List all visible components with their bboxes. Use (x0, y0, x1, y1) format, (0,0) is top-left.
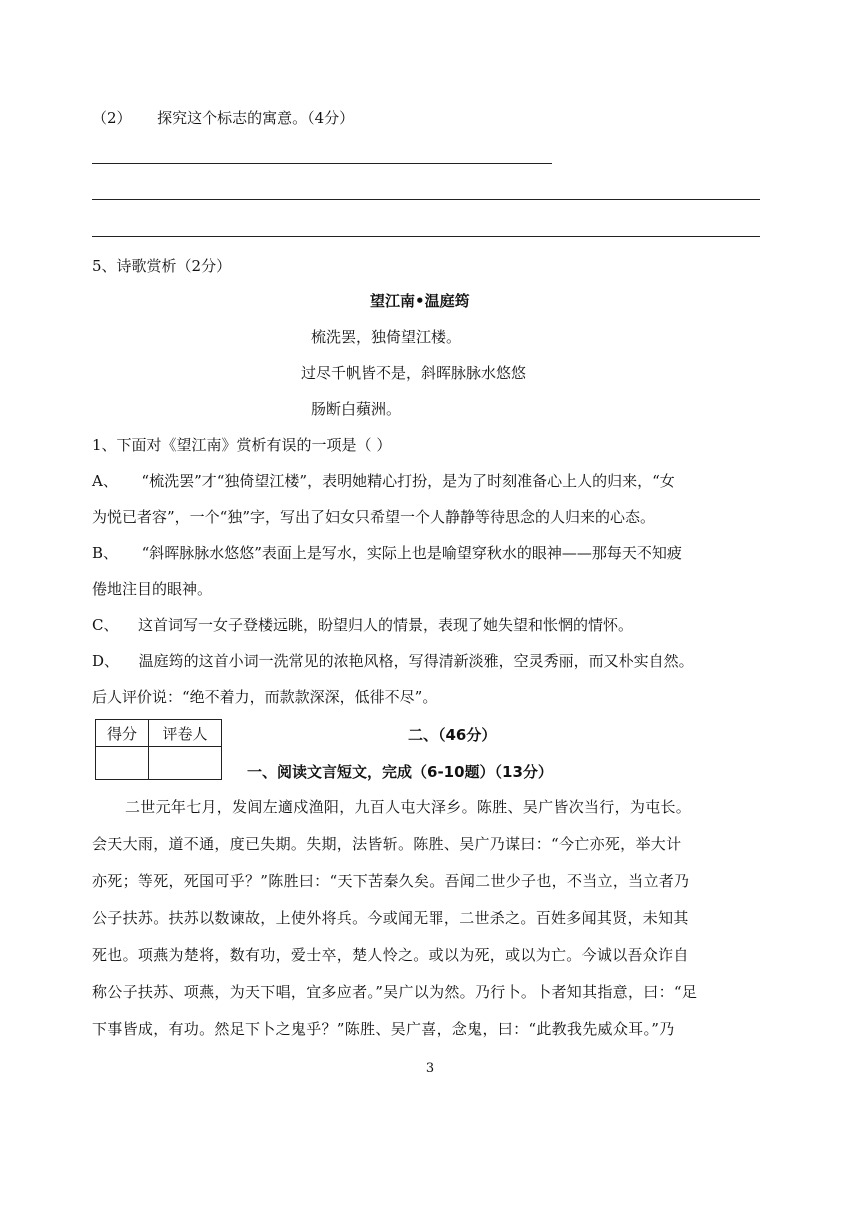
score-cell[interactable] (96, 747, 149, 780)
option-b (92, 543, 782, 563)
option-a-text-1: “梳洗罢”才“独倚望江楼”，表明她精心打扮，是为了时刻准备心上人的归来，“女 (141, 472, 675, 490)
poem-line-3: 肠断白蘋洲。 (311, 400, 402, 418)
option-d-text-1: 温庭筠的这首小词一洗常见的浓艳风格，写得清新淡雅，空灵秀丽，而又朴实自然。 (138, 652, 694, 670)
passage-line-2: 会天大雨，道不通，度已失期。失期，法皆斩。陈胜、吴广乃谋曰：“今亡亦死，举大计 (92, 835, 682, 853)
option-a (92, 471, 782, 491)
score-header: 得分 (96, 720, 149, 747)
option-a-label: A、 (92, 472, 118, 490)
option-c-label: C、 (92, 616, 119, 634)
passage-line-1: 二世元年七月，发闾左適戍渔阳，九百人屯大泽乡。陈胜、吴广皆次当行，为屯长。 (125, 798, 692, 816)
poem-line-2: 过尽千帆皆不是，斜晖脉脉水悠悠 (301, 364, 527, 382)
section-5-title: 5、诗歌赏析（2分） (92, 257, 232, 275)
option-c-text-1: 这首词写一女子登楼远眺，盼望归人的情景，表现了她失望和怅惘的情怀。 (138, 616, 634, 634)
answer-line-3 (92, 236, 760, 237)
passage-line-5: 死也。项燕为楚将，数有功，爱士卒，楚人怜之。或以为死，或以为亡。今诚以吾众诈自 (92, 946, 689, 964)
option-c (92, 615, 782, 635)
question-2-label: （2） (92, 109, 132, 127)
grader-header: 评卷人 (149, 720, 222, 747)
poem-line-1: 梳洗罢，独倚望江楼。 (311, 328, 462, 346)
option-d (92, 651, 782, 671)
option-b-label: B、 (92, 544, 119, 562)
answer-line-2 (92, 199, 760, 200)
grader-cell[interactable] (149, 747, 222, 780)
question-2 (92, 108, 782, 128)
score-table (95, 719, 222, 780)
section-2-title: 二、（46分） (408, 726, 497, 744)
option-d-text-2: 后人评价说：“绝不着力，而款款深深，低徘不尽”。 (92, 688, 438, 706)
question-2-text: 探究这个标志的寓意。（4分） (157, 109, 355, 127)
option-a-text-2: 为悦已者容”，一个“独”字，写出了妇女只希望一个人静静等待思念的人归来的心态。 (92, 508, 656, 526)
passage-line-3: 亦死；等死，死国可乎？”陈胜曰：“天下苦秦久矣。吾闻二世少子也，不当立，当立者乃 (92, 872, 690, 890)
answer-line-1 (92, 163, 552, 164)
page-number: 3 (425, 1061, 435, 1076)
passage-line-4: 公子扶苏。扶苏以数谏故，上使外将兵。今或闻无罪，二世杀之。百姓多闻其贤，未知其 (92, 909, 689, 927)
option-b-text-1: “斜晖脉脉水悠悠”表面上是写水，实际上也是喻望穿秋水的眼神——那每天不知疲 (141, 544, 682, 562)
passage-line-7: 下事皆成，有功。然足下卜之鬼乎？”陈胜、吴广喜，念鬼，曰：“此教我先威众耳。”乃 (92, 1020, 675, 1038)
passage-line-6: 称公子扶苏、项燕，为天下唱，宜多应者。”吴广以为然。乃行卜。卜者知其指意，曰：“足 (92, 983, 698, 1001)
option-b-text-2: 倦地注目的眼神。 (92, 580, 213, 598)
poem-title: 望江南•温庭筠 (370, 292, 470, 310)
question-1-stem: 1、下面对《望江南》赏析有误的一项是（ ） (92, 436, 392, 454)
section-2-subtitle: 一、阅读文言短文，完成（6-10题）（13分） (247, 763, 553, 781)
option-d-label: D、 (92, 652, 120, 670)
